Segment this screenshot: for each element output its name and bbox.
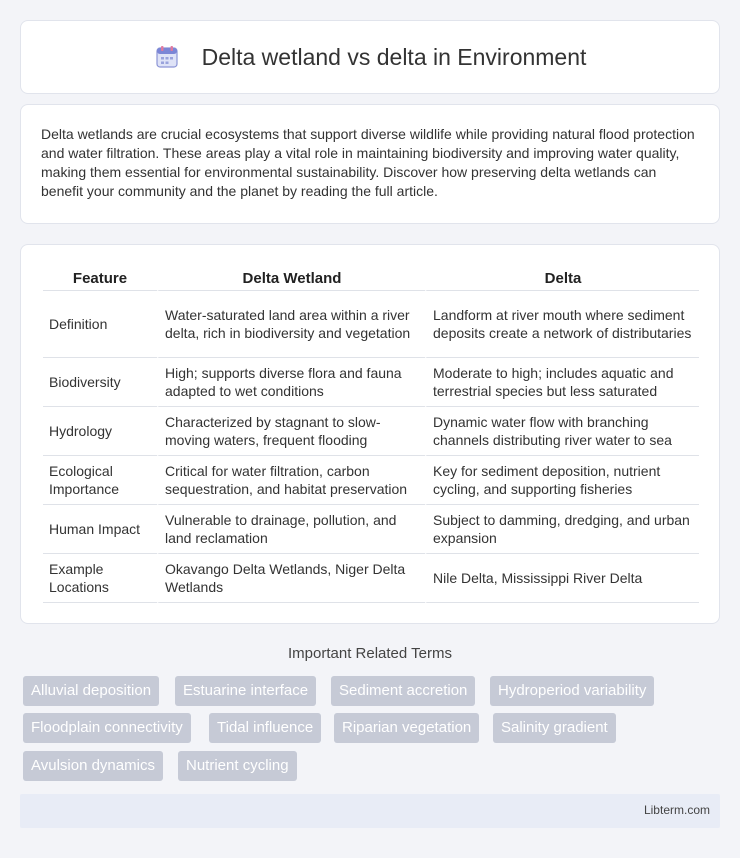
footer bbox=[20, 794, 720, 828]
related-term-chip[interactable]: Sediment accretion bbox=[331, 676, 475, 706]
related-term-chip[interactable]: Nutrient cycling bbox=[178, 751, 297, 781]
table-cell: Landform at river mouth where sediment deposits create a network of distributaries bbox=[425, 291, 699, 358]
table-cell: High; supports diverse flora and fauna adapted to wet conditions bbox=[157, 358, 425, 407]
table-cell: Nile Delta, Mississippi River Delta bbox=[425, 554, 699, 603]
intro-text: Delta wetlands are crucial ecosystems that support diverse wildlife while providing natural flood protection and water filtration. These areas play a vital role in maintaining biodiversity and improving water quality, making them essential for environmental sustainability. Discover how preserving delta wetlands can benefit your community and the planet by reading the full article. bbox=[41, 126, 695, 199]
column-header-delta: Delta bbox=[425, 265, 699, 291]
table-cell-feature: Definition bbox=[43, 291, 157, 358]
column-header-feature: Feature bbox=[43, 265, 157, 291]
related-term-chip[interactable]: Hydroperiod variability bbox=[490, 676, 654, 706]
table-cell: Subject to damming, dredging, and urban expansion bbox=[425, 505, 699, 554]
related-term-chip[interactable]: Alluvial deposition bbox=[23, 676, 159, 706]
footer-site-link[interactable]: Libterm.com bbox=[643, 803, 710, 817]
intro-card bbox=[20, 104, 720, 224]
comparison-card bbox=[20, 244, 720, 624]
table-cell: Characterized by stagnant to slow-moving waters, frequent flooding bbox=[157, 407, 425, 456]
calendar-icon bbox=[154, 44, 180, 70]
table-cell-feature: Ecological Importance bbox=[43, 456, 157, 505]
table-cell-feature: Biodiversity bbox=[43, 358, 157, 407]
table-header-row bbox=[43, 265, 699, 291]
table-row bbox=[43, 505, 699, 554]
table-cell: Dynamic water flow with branching channels distributing river water to sea bbox=[425, 407, 699, 456]
table-cell: Key for sediment deposition, nutrient cycling, and supporting fisheries bbox=[425, 456, 699, 505]
table-row bbox=[43, 456, 699, 505]
table-cell: Moderate to high; includes aquatic and terrestrial species but less saturated bbox=[425, 358, 699, 407]
table-row bbox=[43, 554, 699, 603]
column-header-delta-wetland: Delta Wetland bbox=[157, 265, 425, 291]
related-term-chip[interactable]: Tidal influence bbox=[209, 713, 321, 743]
title-card bbox=[20, 20, 720, 94]
table-cell: Critical for water filtration, carbon sequestration, and habitat preservation bbox=[157, 456, 425, 505]
page-title: Delta wetland vs delta in Environment bbox=[201, 43, 587, 70]
table-cell-feature: Human Impact bbox=[43, 505, 157, 554]
related-term-chip[interactable]: Estuarine interface bbox=[175, 676, 316, 706]
table-cell: Okavango Delta Wetlands, Niger Delta Wetlands bbox=[157, 554, 425, 603]
table-cell-feature: Example Locations bbox=[43, 554, 157, 603]
table-row bbox=[43, 291, 699, 358]
comparison-table bbox=[43, 265, 699, 603]
related-term-chip[interactable]: Riparian vegetation bbox=[334, 713, 479, 743]
table-cell-feature: Hydrology bbox=[43, 407, 157, 456]
table-row bbox=[43, 407, 699, 456]
related-term-chip[interactable]: Avulsion dynamics bbox=[23, 751, 163, 781]
related-term-chip[interactable]: Floodplain connectivity bbox=[23, 713, 191, 743]
related-terms-title: Important Related Terms bbox=[288, 645, 452, 662]
table-row bbox=[43, 358, 699, 407]
table-cell: Water-saturated land area within a river delta, rich in biodiversity and vegetation bbox=[157, 291, 425, 358]
table-cell: Vulnerable to drainage, pollution, and land reclamation bbox=[157, 505, 425, 554]
related-term-chip[interactable]: Salinity gradient bbox=[493, 713, 616, 743]
